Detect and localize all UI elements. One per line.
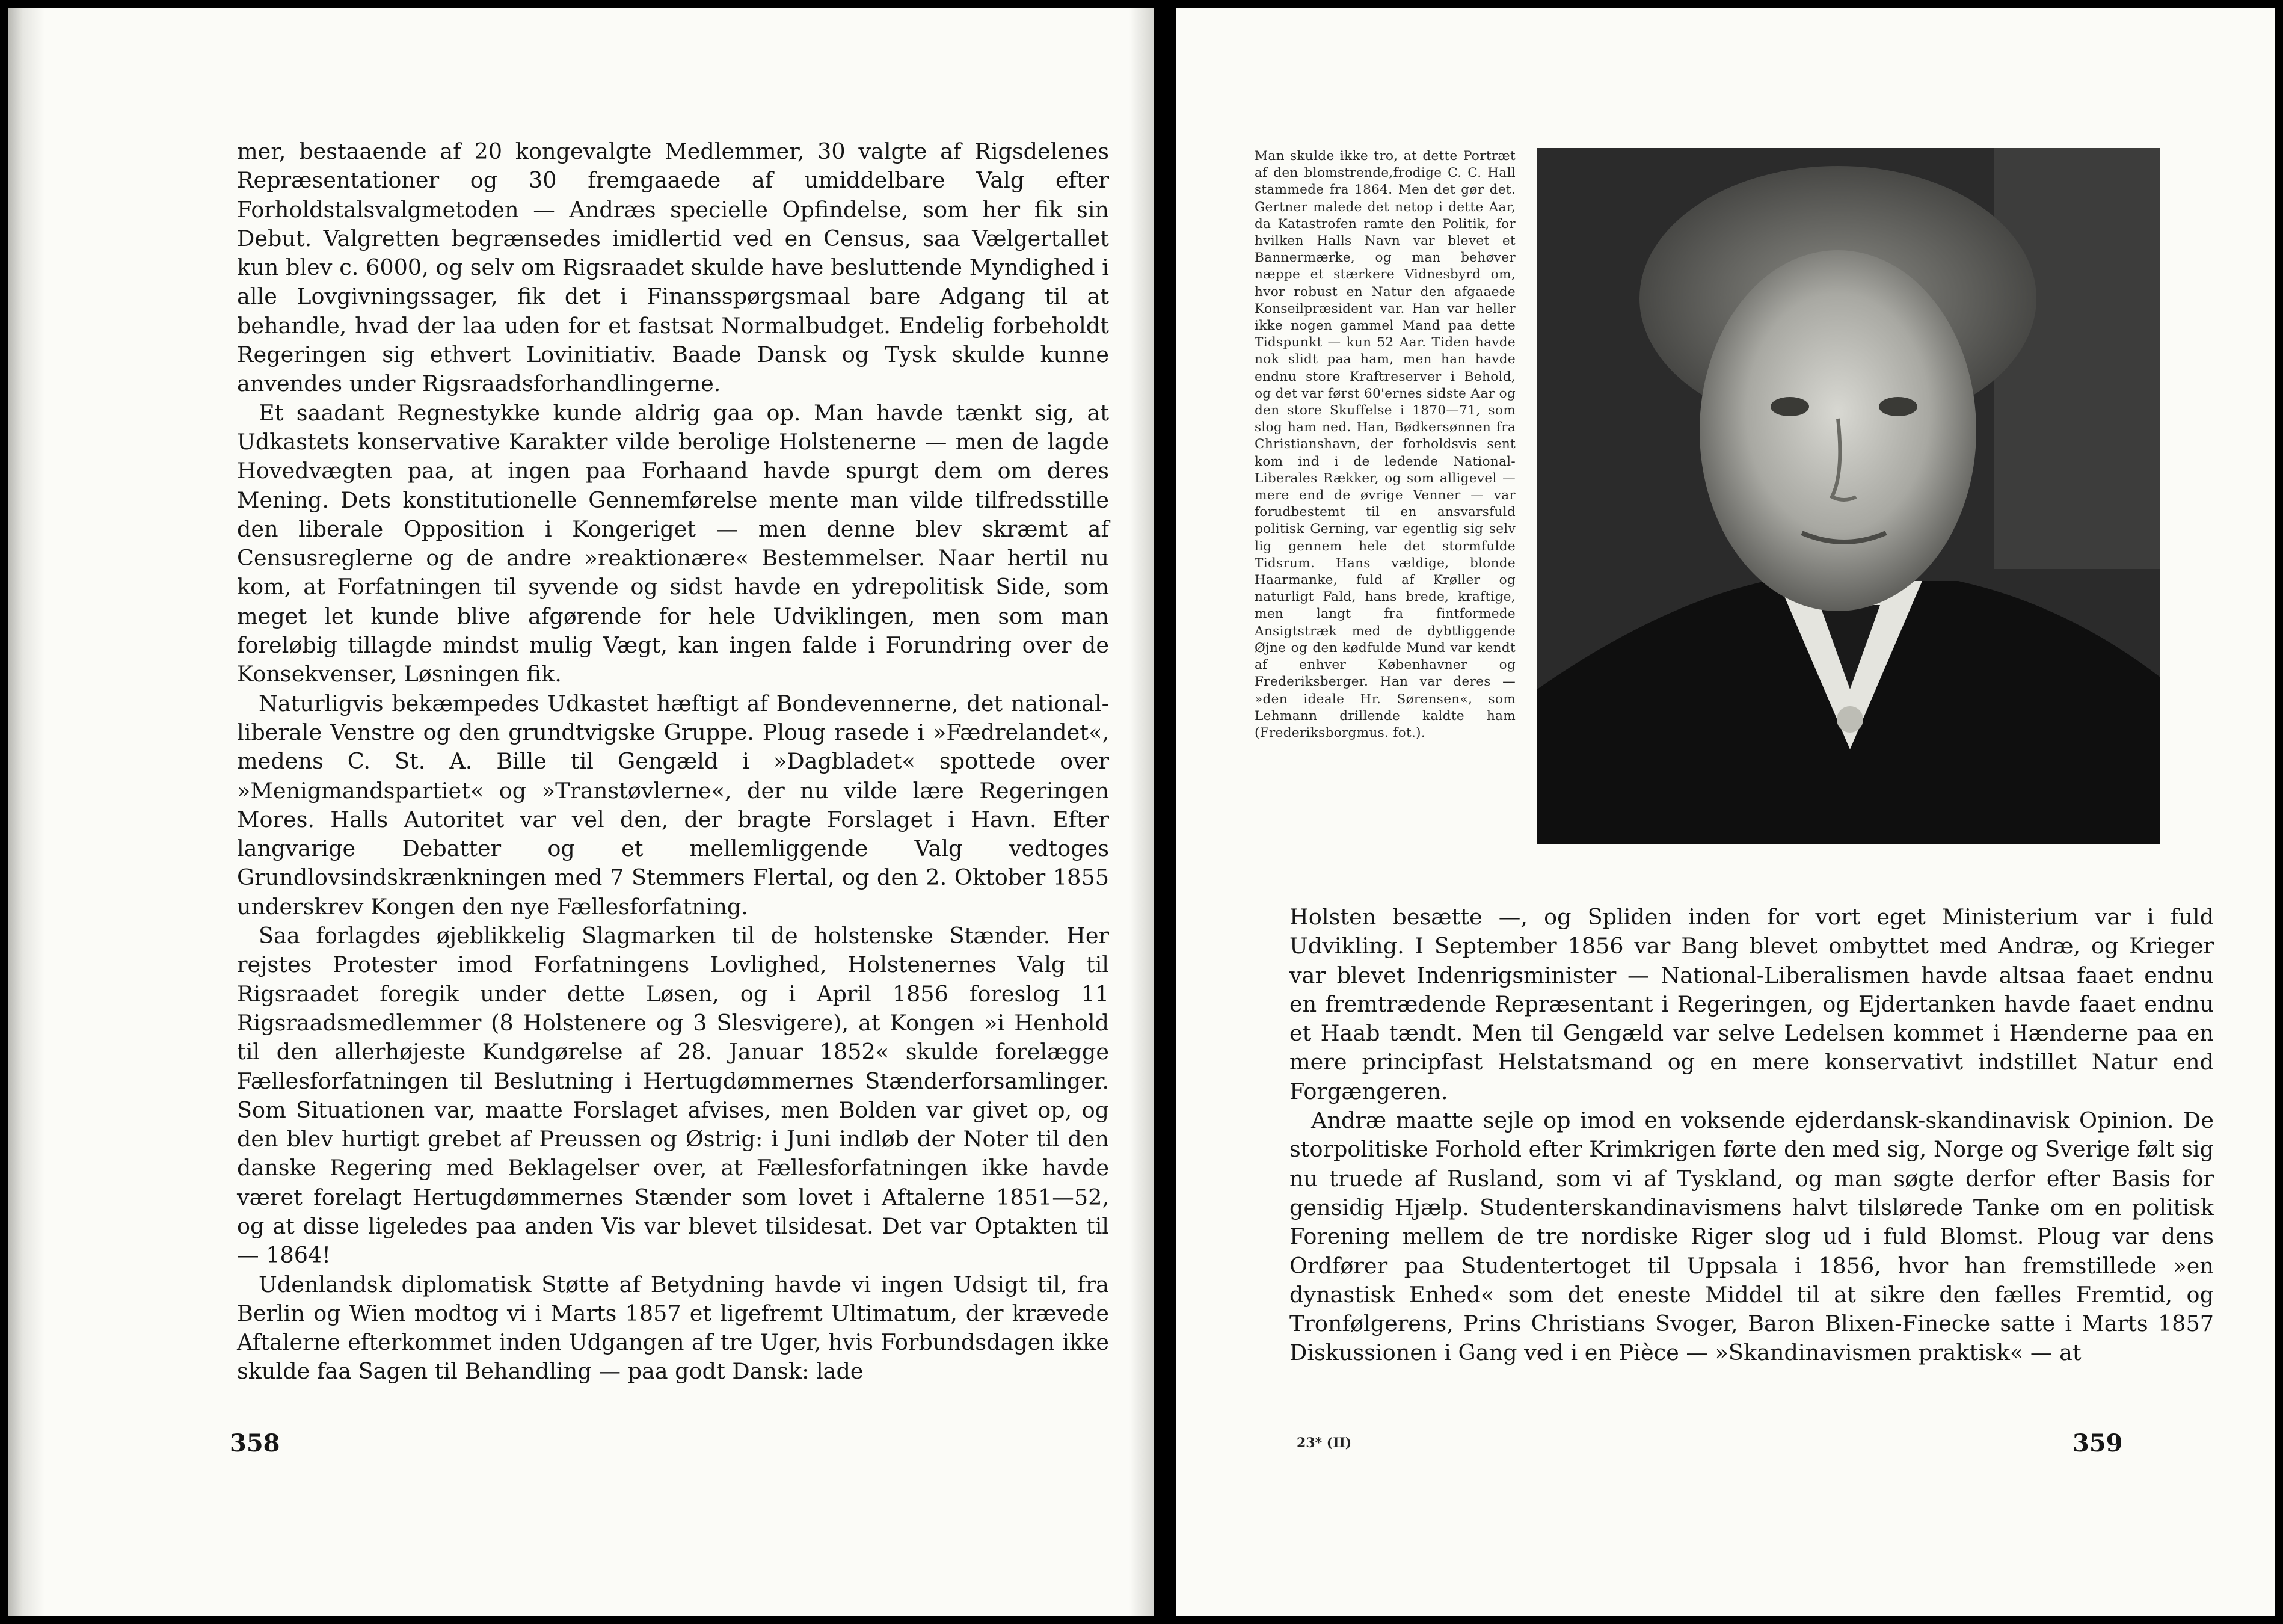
right-paragraph-2: Andræ maatte sejle op imod en voksende ejderdansk-skandinavisk Opinion. De storpolitiske Forhold efter Krimkrigen førte den med sig, Norge og Sverige følt sig nu truede af Rusland, som vi af Tyskland, og man søgte derfor efter Basis for gensidig Hjælp. Studenterskandinavismens halvt tilslørede Tanke om en politisk Forening mellem de tre nordiske Riger slog ud i fuld Blomst. Ploug var dens Ordfører paa Studentertoget til Uppsala i 1856, hvor han fremstillede »en dynastisk Enhed« som det eneste Middel til at sikre den fælles Fremtid, og Tronfølgerens, Prins Christians Svoger, Baron Blixen-Finecke satte i Marts 1857 Diskussionen i Gang ved i en Pièce — »Skandinavismen praktisk« — at [1289, 1107, 2214, 1366]
signature-mark: 23* (II) [1297, 1435, 1352, 1451]
portrait-caption: Man skulde ikke tro, at dette Portræt af den blomstrende,frodige C. C. Hall stammede fra 1864. Men det gør det. Gertner malede det netop i dette Aar, da Katastrofen ramte den Politik, for hvilken Halls Navn var blevet et Bannermærke, og man behøver næppe et stærkere Vidnesbyrd om, hvor robust en Natur den afgaaede Konseilpræsident var. Han var heller ikke nogen gammel Mand paa dette Tidspunkt — kun 52 Aar. Tiden havde nok slidt paa ham, men han havde endnu store Kraftreserver i Behold, og det var først 60'ernes sidste Aar og den store Skuffelse i 1870—71, som slog ham ned. Han, Bødkersønnen fra Christianshavn, der forholdsvis sent kom ind i de ledende National-Liberales Rækker, og som alligevel — mere end de øvrige Venner — var forudbestemt til en ansvarsfuld politisk Gerning, var egentlig sig selv lig gennem hele det stormfulde Tidsrum. Hans vældige, blonde Haarmanke, fuld af Krøller og naturligt Fald, hans brede, kraftige, men langt fra fintformede Ansigtstræk med de dybtliggende Øjne og den kødfulde Mund var kendt af enhver Københavner og Frederiksberger. Han var deres — »den ideale Hr. Sørensen«, som Lehmann drillende kaldte ham (Frederiksborgmus. fot.). [1255, 149, 1516, 740]
left-paragraph-4: Saa forlagdes øjeblikkelig Slagmarken til de holstenske Stænder. Her rejstes Protester imod Forfatningens Lovlighed, Holstenernes Valg til Rigsraadet foregik under dette Løsen, og i April 1856 foreslog 11 Rigsraadsmedlemmer (8 Holstenere og 3 Slesvigere), at Kongen »i Henhold til den allerhøjeste Kundgørelse af 28. Januar 1852« skulde forelægge Fællesforfatningen til Beslutning i Hertugdømmernes Stænderforsamlinger. Som Situationen var, maatte Forslaget afvises, men Bolden var givet op, og den blev hurtigt grebet af Preussen og Østrig: i Juni indløb der Noter til den danske Regering med Beklagelser over, at Fællesforfatningen ikke havde været forelagt Hertugdømmernes Stænder som lovet i Aftalerne 1851—52, og at disse ligeledes paa anden Vis var blevet tilsidesat. Det var Optakten til — 1864! [237, 923, 1109, 1269]
left-page-body [237, 137, 1109, 1386]
portrait-illustration [1537, 148, 2160, 844]
right-paragraph-1: Holsten besætte —, og Spliden inden for vort eget Ministerium var i fuld Udvikling. I September 1856 var Bang blevet ombyttet med Andræ, og Krieger var blevet Indenrigsminister — National-Liberalismen havde altsaa faaet endnu en fremtrædende Repræsentant i Regeringen, og Ejdertanken havde faaet endnu et Haab tændt. Men til Gengæld var selve Ledelsen kommet i Hænderne paa en mere principfast Helstatsmand og en mere konservativt indstillet Natur end Forgængeren. [1289, 904, 2214, 1104]
right-page [1176, 8, 2275, 1616]
right-page-number: 359 [2073, 1429, 2123, 1457]
portrait-photo [1537, 148, 2160, 844]
left-paragraph-2: Et saadant Regnestykke kunde aldrig gaa op. Man havde tænkt sig, at Udkastets konservative Karakter vilde berolige Holstenerne — men de lagde Hovedvægten paa, at ingen paa Forhaand havde spurgt dem om deres Mening. Dets konstitutionelle Gennemførelse mente man vilde tilfredsstille den liberale Opposition i Kongeriget — men denne blev skræmt af Censusreglerne og de andre »reaktionære« Bestemmelser. Naar hertil nu kom, at Forfatningen til syvende og sidst havde en ydrepolitisk Side, som meget let kunde blive afgørende for hele Udviklingen, men som man foreløbig tillagde mindst mulig Vægt, kan ingen falde i Forundring over de Konsekvenser, Løsningen fik. [237, 399, 1109, 687]
left-paragraph-3: Naturligvis bekæmpedes Udkastet hæftigt af Bondevennerne, det national-liberale Venstre og den grundtvigske Gruppe. Ploug rasede i »Fædrelandet«, medens C. St. A. Bille til Gengæld i »Dagbladet« spottede over »Menigmandspartiet« og »Transtøvlerne«, der nu vilde lære Regeringen Mores. Halls Autoritet var vel den, der bragte Forslaget i Havn. Efter langvarige Debatter og et mellemliggende Valg vedtoges Grundlovsindskrænkningen med 7 Stemmers Flertal, og den 2. Oktober 1855 underskrev Kongen den nye Fællesforfatning. [237, 690, 1109, 920]
left-paragraph-5: Udenlandsk diplomatisk Støtte af Betydning havde vi ingen Udsigt til, fra Berlin og Wien modtog vi i Marts 1857 et ligefremt Ultimatum, der krævede Aftalerne efterkommet inden Udgangen af tre Uger, hvis Forbundsdagen ikke skulde faa Sagen til Behandling — paa godt Dansk: lade [237, 1271, 1109, 1385]
left-page-number: 358 [230, 1429, 280, 1457]
left-paragraph-1: mer, bestaaende af 20 kongevalgte Medlemmer, 30 valgte af Rigsdelenes Repræsentationer og 30 fremgaaede af umiddelbare Valg efter Forholdstalsvalgmetoden — Andræs specielle Opfindelse, som her fik sin Debut. Valgretten begrænsedes imidlertid ved en Census, saa Vælgertallet kun blev c. 6000, og selv om Rigsraadet skulde have besluttende Myndighed i alle Lovgivningssager, fik det i Finansspørgsmaal bare Adgang til at behandle, hvad der laa uden for et fastsat Normalbudget. Endelig forbeholdt Regeringen sig ethvert Lovinitiativ. Baade Dansk og Tysk skulde kunne anvendes under Rigsraadsforhandlingerne. [237, 138, 1109, 397]
right-page-body [1289, 903, 2214, 1368]
left-page [8, 8, 1154, 1616]
